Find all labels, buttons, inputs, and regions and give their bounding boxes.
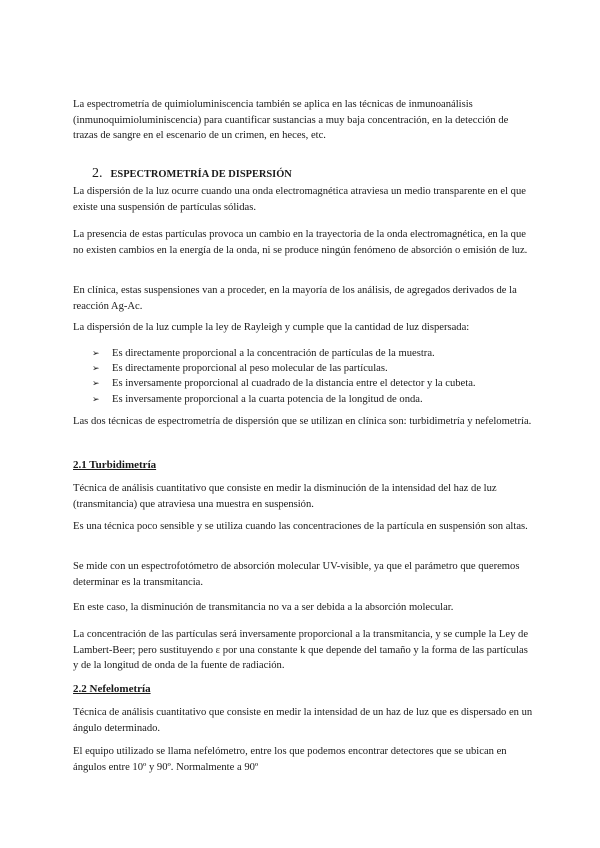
list-item: ➢ Es directamente proporcional a la concentración de partículas de la muestra. xyxy=(92,346,532,361)
subheading-nefelometria: 2.2 Nefelometría xyxy=(73,683,151,695)
dos-tecnicas-paragraph: Las dos técnicas de espectrometría de dispersión que se utilizan en clínica son: turbidimetría y nefelometría. xyxy=(73,416,532,427)
arrow-bullet-icon: ➢ xyxy=(92,363,100,374)
turbidimetria-definition: Técnica de análisis cuantitativo que consiste en medir la disminución de la intensidad del haz de luz (transmitancia) que atraviesa una muestra en suspensión. xyxy=(73,483,497,510)
subheading-turbidimetria: 2.1 Turbidimetría xyxy=(73,459,157,471)
arrow-bullet-icon: ➢ xyxy=(92,378,100,389)
rayleigh-paragraph: La dispersión de la luz cumple la ley de Rayleigh y cumple que la cantidad de luz dispersada: xyxy=(73,322,470,333)
arrow-bullet-icon: ➢ xyxy=(92,348,100,358)
section-number: 2. xyxy=(92,166,103,181)
list-item: ➢ Es directamente proporcional al peso molecular de las partículas. xyxy=(92,361,532,376)
presencia-paragraph: La presencia de estas partículas provoca un cambio en la trayectoria de la onda electromagnética, en la que no existen cambios en la energía de la onda, ni se produce ningún fenómeno de absorción o emisión de luz. xyxy=(73,229,528,256)
nefelometria-equipo: El equipo utilizado se llama nefelómetro, entre los que podemos encontrar detectores que se ubican en ángulos entre 10º y 90º. Normalmente a 90º xyxy=(73,746,507,773)
nefelometria-definition: Técnica de análisis cuantitativo que consiste en medir la intensidad de un haz de luz que es dispersado en un ángulo determinado. xyxy=(73,707,533,734)
turbidimetria-medicion: Se mide con un espectrofotómetro de absorción molecular UV-visible, ya que el parámetro que queremos determinar es la transmitancia. xyxy=(73,561,520,588)
properties-list xyxy=(92,346,532,407)
section-title: ESPECTROMETRÍA DE DISPERSIÓN xyxy=(110,169,292,180)
list-item: ➢ Es inversamente proporcional a la cuarta potencia de la longitud de onda. xyxy=(92,392,532,407)
dispersion-paragraph: La dispersión de la luz ocurre cuando una onda electromagnética atraviesa un medio transparente en el que existe una suspensión de partículas sólidas. xyxy=(73,186,526,213)
arrow-bullet-icon: ➢ xyxy=(92,393,100,404)
turbidimetria-concentracion: La concentración de las partículas será inversamente proporcional a la transmitancia, y se cumple la Ley de Lambert-Beer; pero sustituyendo ε por una constante k que depende del tamaño y la forma de las partículas y de la longitud de onda de la fuente de radiación. xyxy=(73,629,529,671)
intro-paragraph: La espectrometría de quimioluminiscencia también se aplica en las técnicas de inmunoanálisis (inmunoquimioluminiscencia) para cuantificar sustancias a muy baja concentración, en la detección de trazas de sangre en el escenario de un crimen, en heces, etc. xyxy=(73,99,509,141)
list-item: ➢ Es inversamente proporcional al cuadrado de la distancia entre el detector y la cubeta. xyxy=(92,376,532,391)
clinica-paragraph: En clínica, estas suspensiones van a proceder, en la mayoría de los análisis, de agregados derivados de la reacción Ag-Ac. xyxy=(73,285,517,312)
turbidimetria-caso: En este caso, la disminución de transmitancia no va a ser debida a la absorción molecular. xyxy=(73,602,454,613)
section-heading xyxy=(92,166,532,183)
turbidimetria-sensibilidad: Es una técnica poco sensible y se utiliza cuando las concentraciones de la partícula en suspensión son altas. xyxy=(73,521,528,532)
